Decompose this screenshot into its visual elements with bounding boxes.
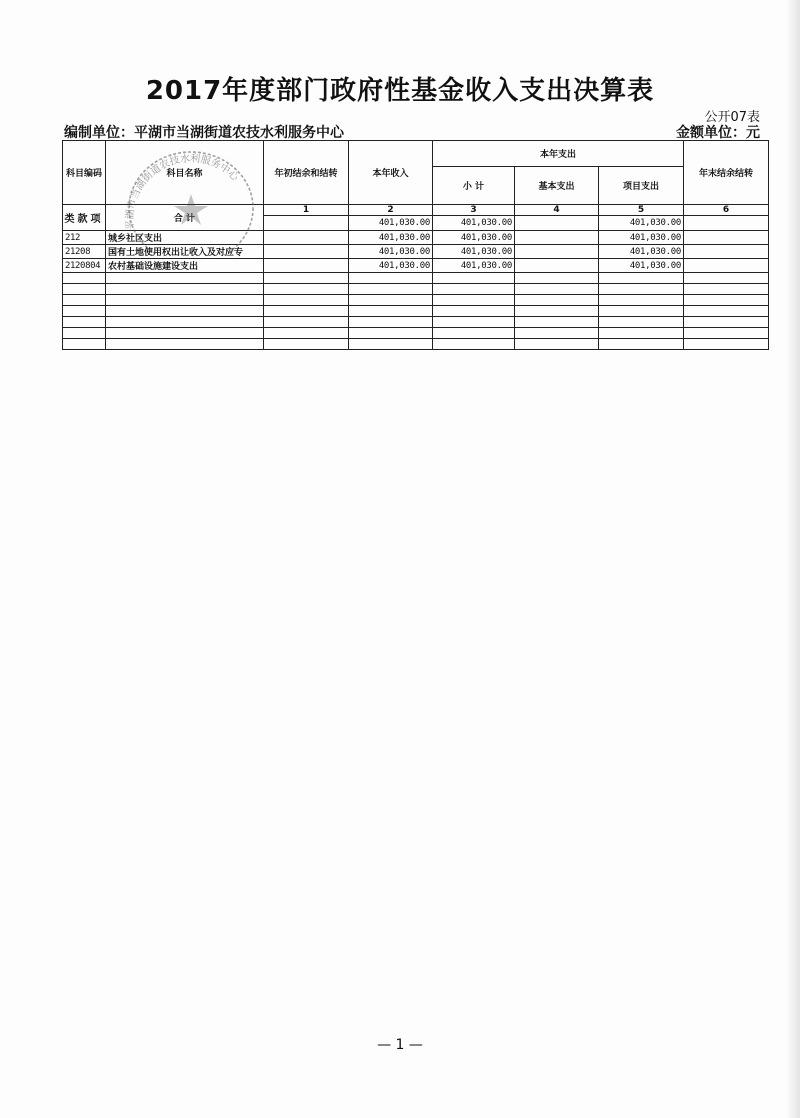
row-income: 401,030.00 <box>349 245 433 259</box>
row-opening <box>264 231 349 245</box>
empty-table-row <box>63 328 769 339</box>
empty-table-row <box>63 284 769 295</box>
empty-cell <box>433 273 515 284</box>
header-basic: 基本支出 <box>515 167 599 205</box>
empty-table-row <box>63 317 769 328</box>
empty-cell <box>63 273 106 284</box>
empty-table-row <box>63 306 769 317</box>
stamp-text: 平湖市当湖街道农技水利服务中心 <box>124 153 241 231</box>
empty-cell <box>63 295 106 306</box>
row-basic <box>515 245 599 259</box>
row-opening <box>264 259 349 273</box>
header-subtotal: 小 计 <box>433 167 515 205</box>
empty-cell <box>515 317 599 328</box>
empty-cell <box>599 306 684 317</box>
header-income: 本年收入 <box>349 141 433 205</box>
empty-cell <box>515 339 599 350</box>
empty-cell <box>63 339 106 350</box>
empty-cell <box>264 273 349 284</box>
empty-cell <box>264 339 349 350</box>
row-subtotal: 401,030.00 <box>433 259 515 273</box>
form-code: 公开07表 <box>704 110 760 125</box>
col-number: 1 <box>264 205 349 216</box>
empty-cell <box>433 295 515 306</box>
row-code: 2120804 <box>63 259 106 273</box>
empty-cell <box>349 339 433 350</box>
compiling-unit: 编制单位：平湖市当湖街道农技水利服务中心 <box>64 125 344 141</box>
empty-cell <box>106 306 264 317</box>
empty-cell <box>684 328 769 339</box>
total-opening <box>264 216 349 231</box>
row-project: 401,030.00 <box>599 259 684 273</box>
col-number: 2 <box>349 205 433 216</box>
row-opening <box>264 245 349 259</box>
header-project: 项目支出 <box>599 167 684 205</box>
table-row <box>63 231 769 245</box>
empty-cell <box>349 317 433 328</box>
empty-cell <box>433 339 515 350</box>
row-income: 401,030.00 <box>349 259 433 273</box>
fund-table <box>62 140 769 350</box>
row-code: 21208 <box>63 245 106 259</box>
empty-cell <box>599 339 684 350</box>
header-expenditure: 本年支出 <box>433 141 684 167</box>
row-closing <box>684 259 769 273</box>
empty-cell <box>349 306 433 317</box>
empty-cell <box>106 273 264 284</box>
amount-unit: 金额单位：元 <box>676 125 760 141</box>
empty-table-row <box>63 295 769 306</box>
header-subject-name: 科目名称 <box>106 141 264 205</box>
empty-cell <box>684 295 769 306</box>
row-name: 农村基础设施建设支出 <box>106 259 264 273</box>
empty-cell <box>684 317 769 328</box>
empty-cell <box>264 317 349 328</box>
row-closing <box>684 231 769 245</box>
empty-cell <box>433 317 515 328</box>
empty-cell <box>264 328 349 339</box>
empty-cell <box>264 295 349 306</box>
empty-cell <box>515 284 599 295</box>
table-row <box>63 259 769 273</box>
row-subtotal: 401,030.00 <box>433 245 515 259</box>
page-number: — 1 — <box>377 1037 423 1053</box>
header-kuan: 款 <box>77 214 88 225</box>
total-basic <box>515 216 599 231</box>
total-closing <box>684 216 769 231</box>
empty-cell <box>515 295 599 306</box>
empty-cell <box>684 273 769 284</box>
row-name: 城乡社区支出 <box>106 231 264 245</box>
empty-cell <box>684 339 769 350</box>
total-project: 401,030.00 <box>599 216 684 231</box>
header-closing-balance: 年末结余结转 <box>684 141 769 205</box>
row-basic <box>515 259 599 273</box>
row-income: 401,030.00 <box>349 231 433 245</box>
empty-cell <box>106 328 264 339</box>
total-income: 401,030.00 <box>349 216 433 231</box>
empty-cell <box>515 273 599 284</box>
row-closing <box>684 245 769 259</box>
col-number: 3 <box>433 205 515 216</box>
row-project: 401,030.00 <box>599 245 684 259</box>
empty-cell <box>599 317 684 328</box>
empty-cell <box>599 273 684 284</box>
total-label: 合 计 <box>106 205 264 231</box>
scan-edge-shadow <box>786 0 800 1118</box>
empty-cell <box>63 306 106 317</box>
empty-cell <box>349 295 433 306</box>
empty-cell <box>515 328 599 339</box>
empty-cell <box>106 295 264 306</box>
col-number: 5 <box>599 205 684 216</box>
header-subject-code: 科目编码 <box>63 141 106 205</box>
empty-cell <box>349 273 433 284</box>
empty-cell <box>433 328 515 339</box>
empty-cell <box>684 306 769 317</box>
empty-cell <box>599 295 684 306</box>
col-number: 6 <box>684 205 769 216</box>
col-number: 4 <box>515 205 599 216</box>
empty-cell <box>63 328 106 339</box>
empty-cell <box>684 284 769 295</box>
empty-cell <box>264 284 349 295</box>
empty-rows <box>63 273 769 350</box>
total-subtotal: 401,030.00 <box>433 216 515 231</box>
empty-cell <box>63 284 106 295</box>
header-lei: 类 <box>64 214 75 225</box>
empty-cell <box>349 328 433 339</box>
empty-cell <box>106 339 264 350</box>
document-title: 2017年度部门政府性基金收入支出决算表 <box>145 76 655 106</box>
table-row <box>63 245 769 259</box>
empty-table-row <box>63 339 769 350</box>
empty-cell <box>515 306 599 317</box>
header-xiang: 项 <box>90 214 101 225</box>
row-project: 401,030.00 <box>599 231 684 245</box>
empty-cell <box>433 284 515 295</box>
header-opening-balance: 年初结余和结转 <box>264 141 349 205</box>
empty-cell <box>264 306 349 317</box>
empty-cell <box>106 284 264 295</box>
empty-table-row <box>63 273 769 284</box>
empty-cell <box>599 328 684 339</box>
empty-cell <box>599 284 684 295</box>
row-code: 212 <box>63 231 106 245</box>
empty-cell <box>63 317 106 328</box>
row-name: 国有土地使用权出让收入及对应专 <box>106 245 264 259</box>
empty-cell <box>433 306 515 317</box>
empty-cell <box>106 317 264 328</box>
row-basic <box>515 231 599 245</box>
row-subtotal: 401,030.00 <box>433 231 515 245</box>
empty-cell <box>349 284 433 295</box>
